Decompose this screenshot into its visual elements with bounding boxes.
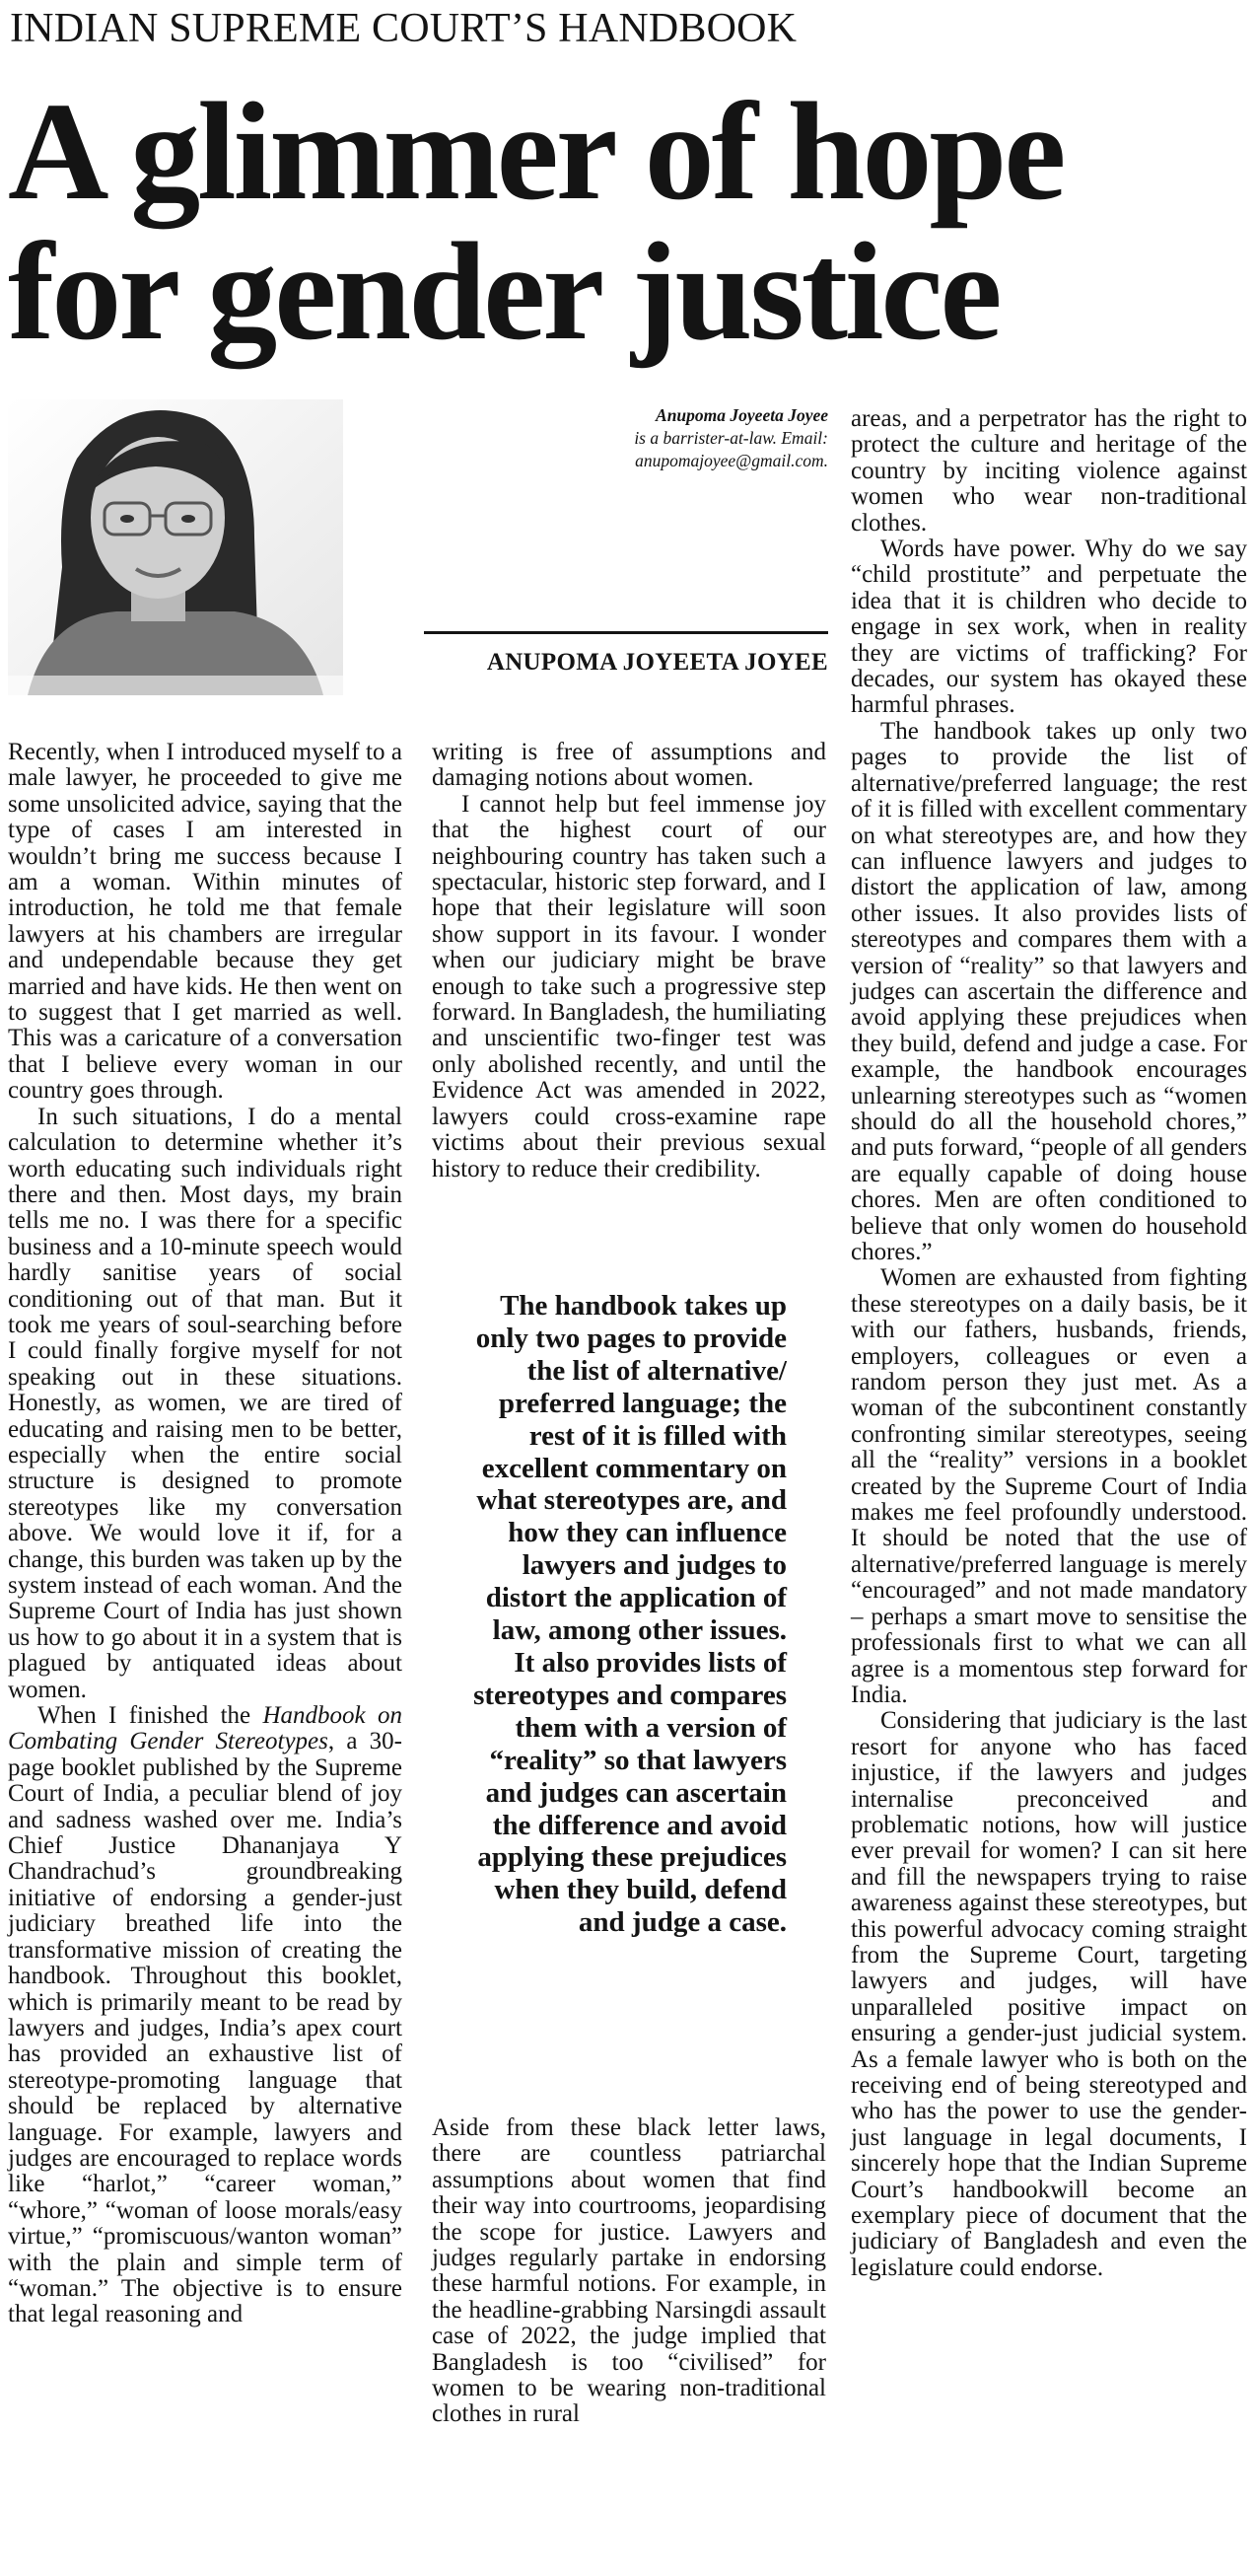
paragraph: In such situations, I do a mental calculation to determine whether it’s worth educating such individuals right there and then. Most days, my brain tells me no. I was there for a specific business and a 10-minute speech would hardly sanitise years of social conditioning out of that man. But it took me years of soul-searching before I could finally forgive myself for not speaking out in these situations. Honestly, as women, we are tired of educating and raising men to be better, especially when the entire social structure is designed to promote stereotypes like my conversation above. We would love it if, for a change, this burden was taken up by the system instead of each woman. And the Supreme Court of India has just shown us how to go about it in a system that is plagued by antiquated ideas about women. [8, 1103, 402, 1703]
column-2-top [432, 740, 826, 1182]
author-info [424, 404, 828, 471]
headline [8, 73, 1255, 369]
paragraph: writing is free of assumptions and damaging notions about women. [432, 739, 826, 792]
text: When I finished the [37, 1702, 263, 1730]
column-1 [8, 740, 402, 2328]
headline-line-1: A glimmer of hope [8, 73, 1064, 229]
kicker: INDIAN SUPREME COURT’S HANDBOOK [10, 6, 798, 51]
author-email: anupomajoyee@gmail.com. [635, 450, 828, 470]
column-3 [851, 406, 1247, 2281]
byline-rule [424, 631, 828, 634]
text: , a 30-page booklet published by the Supreme Court of India, a peculiar blend of joy and sadness washed over me. India’s Chief Justice Dhananjaya Y Chandrachud’s groundbreaking initiative of endorsing a gender-just judiciary breathed life into the transformative mission of creating the handbook. Throughout this booklet, which is primarily meant to be read by lawyers and judges, India’s apex court has provided an exhaustive list of stereotype-promoting language that should be replaced by alternative language. For example, lawyers and judges are encouraged to replace words like “harlot,” “career woman,” “whore,” “woman of loose morals/easy virtue,” “promiscuous/wanton woman” with the plain and simple term of “woman.” The objective is to ensure that legal reasoning and [8, 1728, 403, 2328]
paragraph: I cannot help but feel immense joy that the highest court of our neighbouring country has taken such a spectacular, historic step forward, and I hope that their legislature will soon show support in its favour. I wonder when our judiciary might be brave enough to take such a progressive step forward. In Bangladesh, the humiliating and unscientific two-finger test was only abolished recently, and until the Evidence Act was amended in 2022, lawyers could cross-examine rape victims about their previous sexual history to reduce their credibility. [432, 790, 826, 1182]
paragraph: Aside from these black letter laws, there are countless patriarchal assumptions about women that find their way into courtrooms, jeopardising the scope for justice. Lawyers and judges regularly partake in endorsing these harmful notions. For example, in the headline-grabbing Narsingdi assault case of 2022, the judge implied that Bangladesh is too “civilised” for women to be wearing non-traditional clothes in rural [432, 2114, 826, 2428]
headline-line-2: for gender justice [8, 213, 1000, 369]
paragraph: Women are exhausted from fighting these stereotypes on a daily basis, be it with our fathers, husbands, friends, employers, colleagues or even a random person they just met. As a woman of the subcontinent constantly confronting similar stereotypes, seeing all the “reality” versions in a booklet created by the Supreme Court of India makes me feel profoundly understood. It should be noted that the use of alternative/preferred language is merely “encouraged” and not made mandatory – perhaps a smart move to sensitise the professionals first to what we can all agree is a momentous step forward for India. [851, 1264, 1247, 1708]
column-2-bottom [432, 2115, 826, 2428]
paragraph: Recently, when I introduced myself to a male lawyer, he proceeded to give me some unsolicited advice, saying that the type of cases I am interested in wouldn’t bring me success because I am a woman. Within minutes of introduction, he told me that female lawyers at his chambers are irregular and undependable because they get married and have kids. He then went on to suggest that I get married as well. This was a caricature of a conversation that I believe every woman in our country goes through. [8, 739, 402, 1105]
paragraph: Words have power. Why do we say “child prostitute” and perpetuate the idea that it is children who decide to engage in sex work, when in reality they are victims of trafficking? For decades, our system has okayed these harmful phrases. [851, 536, 1247, 719]
author-name: Anupoma Joyeeta Joyee [656, 405, 828, 425]
paragraph: The handbook takes up only two pages to provide the list of alternative/preferred language; the rest of it is filled with excellent commentary on what stereotypes are, and how they can influence lawyers and judges to distort the application of law, among other issues. It also provides lists of stereotypes and compares them with a version of “reality” so that lawyers and judges can ascertain the difference and avoid applying these prejudices when they build, defend and judge a case. For example, the handbook encourages unlearning stereotypes such as “women should do all the household chores,” and puts forward, “people of all genders are equally capable of doing house chores. Men are often conditioned to believe that only women do household chores.” [851, 717, 1247, 1265]
author-bio: is a barrister-at-law. Email: [634, 427, 828, 448]
byline: ANUPOMA JOYEETA JOYEE [486, 649, 828, 676]
pull-quote: The handbook takes up only two pages to provide the list of alternative/ preferred language; the rest of it is filled with excellent commentary on what stereotypes are, and how they can influence lawyers and judges to distort the application of law, among other issues. It also provides lists of stereotypes and compares them with a version of “reality” so that lawyers and judges can ascertain the difference and avoid applying these prejudices when they build, defend and judge a case. [473, 1290, 787, 1939]
author-photo [8, 399, 343, 695]
paragraph [8, 1703, 402, 2328]
handbook-title: Handbook on Combating Gender Stereotypes [8, 1702, 402, 1755]
paragraph: Considering that judiciary is the last resort for anyone who has faced injustice, if the lawyers and judges internalise preconceived and problematic notions, how will justice ever prevail for women? I can sit here and fill the newspapers trying to raise awareness against these stereotypes, but this powerful advocacy coming straight from the Supreme Court, targeting lawyers and judges, will have unparalleled positive impact on ensuring a gender-just judicial system. As a female lawyer who is both on the receiving end of being stereotyped and who has the power to use the gender-just language in legal documents, I sincerely hope that the Indian Supreme Court’s handbookwill become an exemplary piece of document that the judiciary of Bangladesh and even the legislature could endorse. [851, 1707, 1247, 2281]
paragraph: areas, and a perpetrator has the right to protect the culture and heritage of the country by inciting violence against women who wear non-traditional clothes. [851, 405, 1247, 537]
